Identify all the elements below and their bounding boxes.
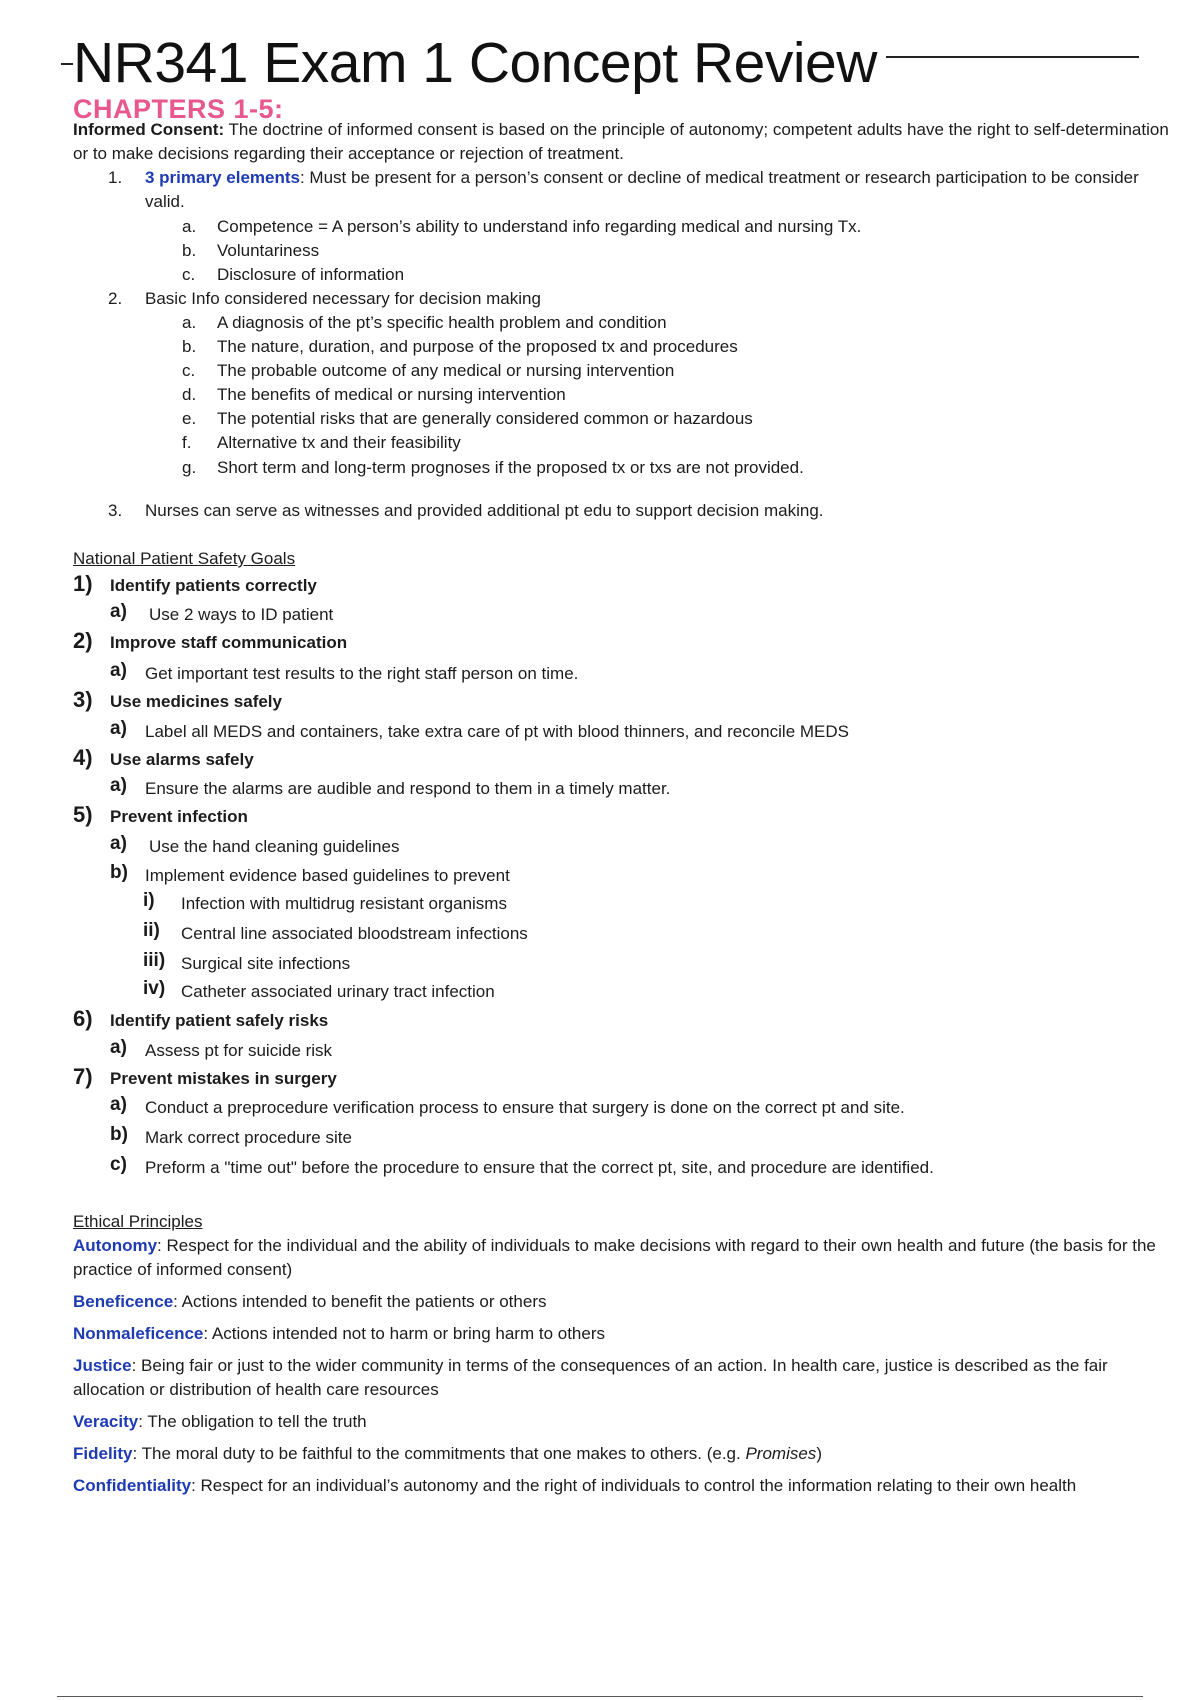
ethics-definition: : The moral duty to be faithful to the commitments that one makes to others. (e.g.: [132, 1444, 746, 1463]
ethics-term: Fidelity: [73, 1444, 133, 1463]
goal-title: Use alarms safely: [110, 750, 254, 769]
goal-letter: c): [110, 1154, 127, 1175]
goal-title: Improve staff communication: [110, 633, 348, 652]
ethics-definition-italic: Promises: [745, 1444, 817, 1463]
ethics-item-beneficence: [73, 1290, 1173, 1314]
informed-consent-text: The doctrine of informed consent is based on the principle of autonomy; competent adults have the right to self-determination or to make decisions regarding their acceptance or rejection of treatment.: [73, 120, 1169, 163]
goal-item: Conduct a preprocedure verification process to ensure that surgery is done on the correct pt and site.: [145, 1098, 905, 1117]
list-item: Disclosure of information: [217, 265, 405, 284]
goal-title: Prevent mistakes in surgery: [110, 1069, 337, 1088]
goal-item: Use the hand cleaning guidelines: [149, 837, 400, 856]
ethics-definition: : Respect for the individual and the ability of individuals to make decisions with regard to their own health and future (the basis for the practice of informed consent): [73, 1236, 1156, 1279]
list-number: 3.: [108, 501, 123, 520]
ethics-term: Autonomy: [73, 1236, 158, 1255]
goal-item: Mark correct procedure site: [145, 1128, 352, 1147]
goal-title: Use medicines safely: [110, 692, 282, 711]
list-item: Competence = A person’s ability to understand info regarding medical and nursing Tx.: [217, 217, 862, 236]
goal-title: Prevent infection: [110, 807, 248, 826]
ethics-term: Veracity: [73, 1412, 139, 1431]
goal-item: Assess pt for suicide risk: [145, 1041, 333, 1060]
goal-letter: a): [110, 1094, 127, 1115]
goal-number: 3): [73, 687, 93, 712]
ethics-definition: : Actions intended to benefit the patients or others: [173, 1292, 547, 1311]
footer-rule: [57, 1696, 1143, 1697]
informed-consent-paragraph: [73, 118, 1173, 166]
list-item: Alternative tx and their feasibility: [217, 433, 461, 452]
goal-item: Preform a "time out" before the procedure to ensure that the correct pt, site, and procedure are identified.: [145, 1158, 934, 1177]
ethics-definition: : The obligation to tell the truth: [138, 1412, 367, 1431]
chapters-heading: CHAPTERS 1-5:: [73, 94, 284, 124]
goal-letter: b): [110, 1124, 128, 1145]
list-letter: f.: [182, 433, 192, 452]
page-title: NR341 Exam 1 Concept Review: [73, 31, 877, 95]
goal-letter: a): [110, 775, 127, 796]
list-item: A diagnosis of the pt’s specific health problem and condition: [217, 313, 667, 332]
goal-item: Implement evidence based guidelines to prevent: [145, 866, 510, 885]
goal-number: 2): [73, 628, 93, 653]
list-letter: c.: [182, 265, 196, 284]
goal-title: Identify patients correctly: [110, 576, 317, 595]
list-number: 1.: [108, 168, 123, 187]
goal-subitem: Surgical site infections: [181, 954, 351, 973]
goal-subitem: Central line associated bloodstream infections: [181, 924, 528, 943]
list-letter: b.: [182, 337, 197, 356]
npsg-heading: National Patient Safety Goals: [73, 549, 296, 568]
goal-letter: a): [110, 601, 127, 622]
goal-letter: a): [110, 718, 127, 739]
goal-title: Identify patient safely risks: [110, 1011, 329, 1030]
roman-numeral: i): [143, 890, 155, 911]
list-number: 2.: [108, 289, 123, 308]
title-rule: [886, 56, 1139, 58]
ethics-heading: Ethical Principles: [73, 1212, 203, 1231]
goal-subitem: Catheter associated urinary tract infection: [181, 982, 495, 1001]
title-row: [61, 30, 1141, 100]
ethics-item-nonmaleficence: [73, 1322, 1173, 1346]
ethics-item-autonomy: [73, 1234, 1173, 1282]
ethics-item-confidentiality: [73, 1474, 1173, 1498]
ethics-term: Nonmaleficence: [73, 1324, 204, 1343]
goal-subitem: Infection with multidrug resistant organisms: [181, 894, 507, 913]
ethics-term: Justice: [73, 1356, 132, 1375]
list-item: The potential risks that are generally considered common or hazardous: [217, 409, 753, 428]
goal-item: Label all MEDS and containers, take extra care of pt with blood thinners, and reconcile MEDS: [145, 722, 849, 741]
ethics-definition: : Respect for an individual’s autonomy and the right of individuals to control the information relating to their own health: [191, 1476, 1077, 1495]
ethics-definition: : Actions intended not to harm or bring harm to others: [203, 1324, 605, 1343]
ethics-definition-end: ): [816, 1444, 822, 1463]
ethics-definition: : Being fair or just to the wider community in terms of the consequences of an action. In health care, justice is described as the fair allocation or distribution of health care resources: [73, 1356, 1108, 1399]
list-item: The benefits of medical or nursing intervention: [217, 385, 566, 404]
roman-numeral: iv): [143, 978, 166, 999]
list-letter: b.: [182, 241, 197, 260]
primary-elements-item: [145, 166, 1173, 214]
goal-item: Ensure the alarms are audible and respond to them in a timely matter.: [145, 779, 671, 798]
ethics-term: Confidentiality: [73, 1476, 192, 1495]
goal-number: 1): [73, 571, 93, 596]
goal-number: 4): [73, 745, 93, 770]
goal-letter: a): [110, 660, 127, 681]
roman-numeral: iii): [143, 950, 166, 971]
title-dash: [61, 63, 73, 65]
list-item: Nurses can serve as witnesses and provided additional pt edu to support decision making.: [145, 501, 824, 520]
list-item: The probable outcome of any medical or nursing intervention: [217, 361, 675, 380]
ethics-term: Beneficence: [73, 1292, 174, 1311]
primary-elements-text: : Must be present for a person’s consent or decline of medical treatment or research participation to be consider valid.: [145, 168, 1139, 211]
list-item: Basic Info considered necessary for decision making: [145, 289, 541, 308]
list-letter: e.: [182, 409, 197, 428]
list-item: The nature, duration, and purpose of the proposed tx and procedures: [217, 337, 738, 356]
goal-number: 5): [73, 802, 93, 827]
ethics-item-veracity: [73, 1410, 1173, 1434]
goal-number: 7): [73, 1064, 93, 1089]
goal-letter: b): [110, 862, 128, 883]
goal-item: Use 2 ways to ID patient: [149, 605, 334, 624]
goal-letter: a): [110, 833, 127, 854]
informed-consent-label: Informed Consent:: [73, 120, 225, 139]
goal-letter: a): [110, 1037, 127, 1058]
list-letter: g.: [182, 458, 197, 477]
goal-item: Get important test results to the right staff person on time.: [145, 664, 579, 683]
list-letter: a.: [182, 313, 197, 332]
primary-elements-label: 3 primary elements: [145, 168, 300, 187]
list-item: Voluntariness: [217, 241, 320, 260]
ethics-item-fidelity: [73, 1442, 1173, 1466]
ethics-item-justice: [73, 1354, 1173, 1402]
roman-numeral: ii): [143, 920, 160, 941]
list-letter: c.: [182, 361, 196, 380]
list-letter: a.: [182, 217, 197, 236]
list-item: Short term and long-term prognoses if the proposed tx or txs are not provided.: [217, 458, 804, 477]
list-letter: d.: [182, 385, 197, 404]
goal-number: 6): [73, 1006, 93, 1031]
